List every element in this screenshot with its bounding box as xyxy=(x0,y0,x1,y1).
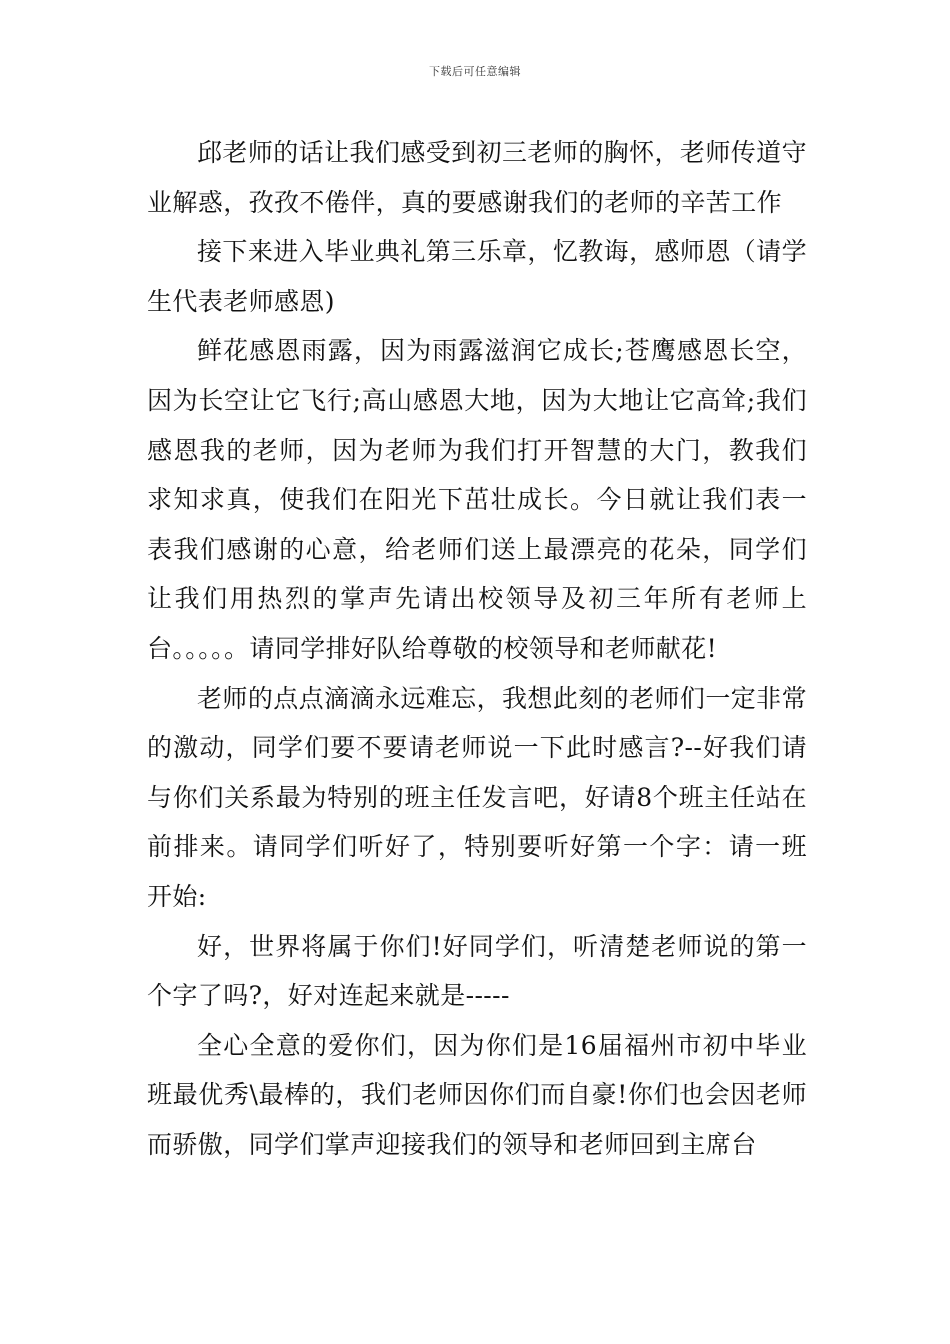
paragraph-third-movement: 接下来进入毕业典礼第三乐章，忆教诲，感师恩（请学生代表老师感恩) xyxy=(147,237,807,316)
paragraph-closing: 全心全意的爱你们，因为你们是16届福州市初中毕业班最优秀\最棒的，我们老师因你们而自豪!你们也会因老师而骄傲，同学们掌声迎接我们的领导和老师回到主席台 xyxy=(147,1030,807,1159)
paragraph-gratitude-flowers: 鲜花感恩雨露，因为雨露滋润它成长;苍鹰感恩长空，因为长空让它飞行;高山感恩大地，因为大地让它高耸;我们感恩我的老师，因为老师为我们打开智慧的大门，教我们求知求真，使我们在阳光下茁壮成长。今日就让我们表一表我们感谢的心意，给老师们送上最漂亮的花朵，同学们让我们用热烈的掌声先请出校领导及初三年所有老师上台。。。。。请同学排好队给尊敬的校领导和老师献花! xyxy=(147,336,807,663)
paragraph-head-teachers: 老师的点点滴滴永远难忘，我想此刻的老师们一定非常的激动，同学们要不要请老师说一下此时感言?--好我们请与你们关系最为特别的班主任发言吧，好请8个班主任站在前排来。请同学们听好了，特别要听好第一个字：请一班开始: xyxy=(147,683,807,911)
document-body xyxy=(147,128,807,1169)
paragraph-first-characters: 好，世界将属于你们!好同学们，听清楚老师说的第一个字了吗?，好对连起来就是----- xyxy=(147,931,807,1011)
page-header-note: 下载后可任意编辑 xyxy=(429,65,521,78)
paragraph-teacher-thanks: 邱老师的话让我们感受到初三老师的胸怀，老师传道守业解惑，孜孜不倦伴，真的要感谢我们的老师的辛苦工作 xyxy=(147,138,807,217)
